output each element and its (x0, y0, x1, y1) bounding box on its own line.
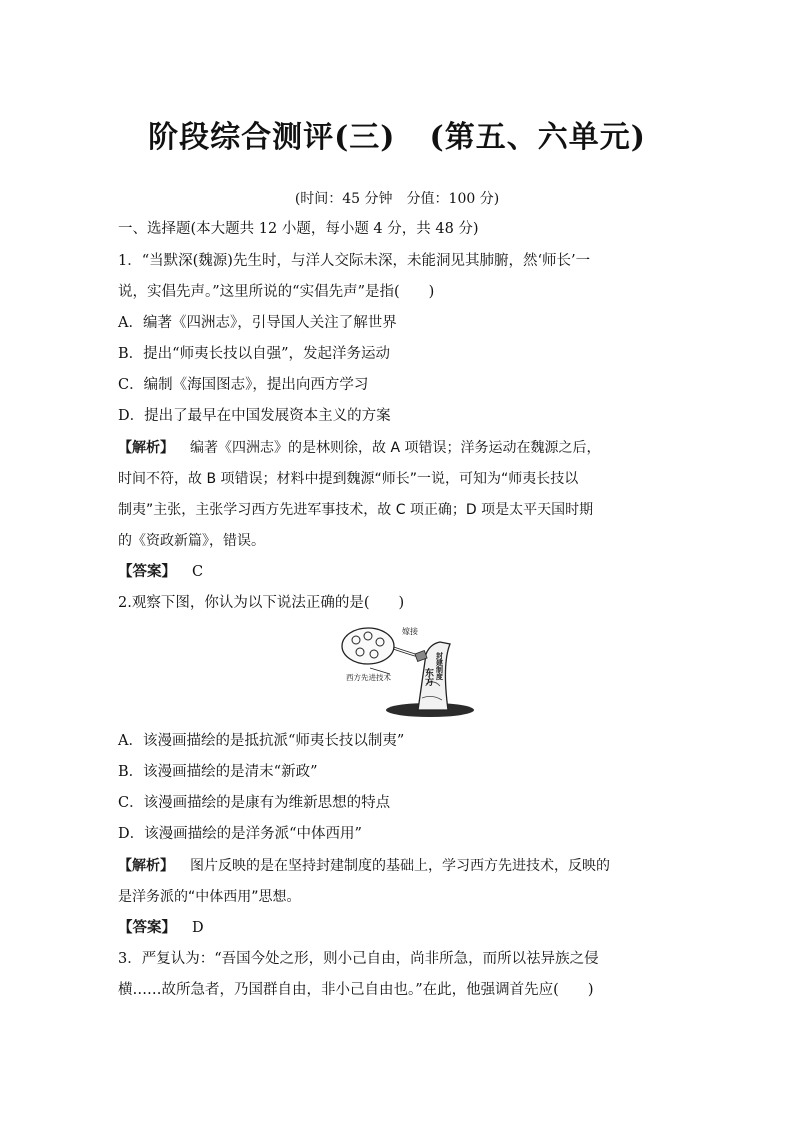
q1-option-d: D．提出了最早在中国发展资本主义的方案 (118, 408, 391, 424)
q1-answer-label: 【答案】 (118, 563, 176, 580)
q2-option-c: C．该漫画描绘的是康有为维新思想的特点 (118, 795, 391, 811)
q1-answer-value: C (192, 564, 204, 580)
q1-stem-line1: 1．“当默深(魏源)先生时，与洋人交际未深，未能洞见其肺腑，然‘师长’一 (118, 253, 591, 269)
q2-analysis-label: 【解析】 (118, 858, 174, 874)
q1-option-a: A．编著《四洲志》，引导国人关注了解世界 (118, 315, 397, 331)
section-heading: 一、选择题(本大题共 12 小题，每小题 4 分，共 48 分) (118, 221, 479, 237)
q1-analysis-line1 (118, 438, 678, 458)
q2-analysis-text1: 图片反映的是在坚持封建制度的基础上，学习西方先进技术，反映的 (190, 858, 610, 874)
q1-analysis-text1: 编著《四洲志》的是林则徐，故 A 项错误；洋务运动在魏源之后， (190, 440, 601, 456)
q2-answer (118, 918, 678, 938)
q2-stem: 2.观察下图，你认为以下说法正确的是( ) (118, 595, 405, 611)
cartoon-image (330, 624, 480, 718)
q2-option-a: A．该漫画描绘的是抵抗派“师夷长技以制夷” (118, 733, 405, 749)
q1-analysis-line4: 的《资政新篇》，错误。 (118, 533, 265, 549)
exam-meta: (时间：45 分钟 分值：100 分) (294, 191, 500, 207)
q3-stem-line1: 3．严复认为：“吾国今处之形，则小己自由，尚非所急，而所以祛异族之侵 (118, 951, 599, 967)
q2-answer-value: D (192, 920, 204, 936)
q1-analysis-line2: 时间不符，故 B 项错误；材料中提到魏源“师长”一说，可知为“师夷长技以 (118, 471, 579, 487)
q1-analysis-label: 【解析】 (118, 440, 174, 456)
label-west-tech: 西方先进技术 (346, 673, 391, 682)
q1-option-b: B．提出“师夷长技以自强”，发起洋务运动 (118, 346, 390, 362)
title-sub: (第五、六单元) (429, 120, 646, 155)
title-main: 阶段综合测评(三) (148, 120, 396, 155)
q1-answer (118, 562, 678, 582)
q1-stem-line2: 说，实倡先声。”这里所说的“实倡先声”是指( ) (118, 284, 435, 300)
q2-option-d: D．该漫画描绘的是洋务派“中体西用” (118, 826, 362, 842)
q3-stem-line2: 横……故所急者，乃国群自由，非小己自由也。”在此，他强调首先应( ) (118, 982, 594, 998)
q1-option-c: C．编制《海国图志》，提出向西方学习 (118, 377, 369, 393)
label-grafting: 嫁接 (402, 627, 418, 636)
label-feudal: 封建制度 (435, 652, 445, 680)
q2-analysis-line2: 是洋务派的“中体西用”思想。 (118, 889, 301, 905)
q2-option-b: B．该漫画描绘的是清末“新政” (118, 764, 318, 780)
label-east: 东方 (423, 668, 433, 686)
q2-analysis-line1 (118, 856, 678, 876)
q1-analysis-line3: 制夷”主张，主张学习西方先进军事技术，故 C 项正确；D 项是太平天国时期 (118, 502, 594, 518)
q2-answer-label: 【答案】 (118, 919, 176, 936)
page-title (0, 112, 794, 156)
